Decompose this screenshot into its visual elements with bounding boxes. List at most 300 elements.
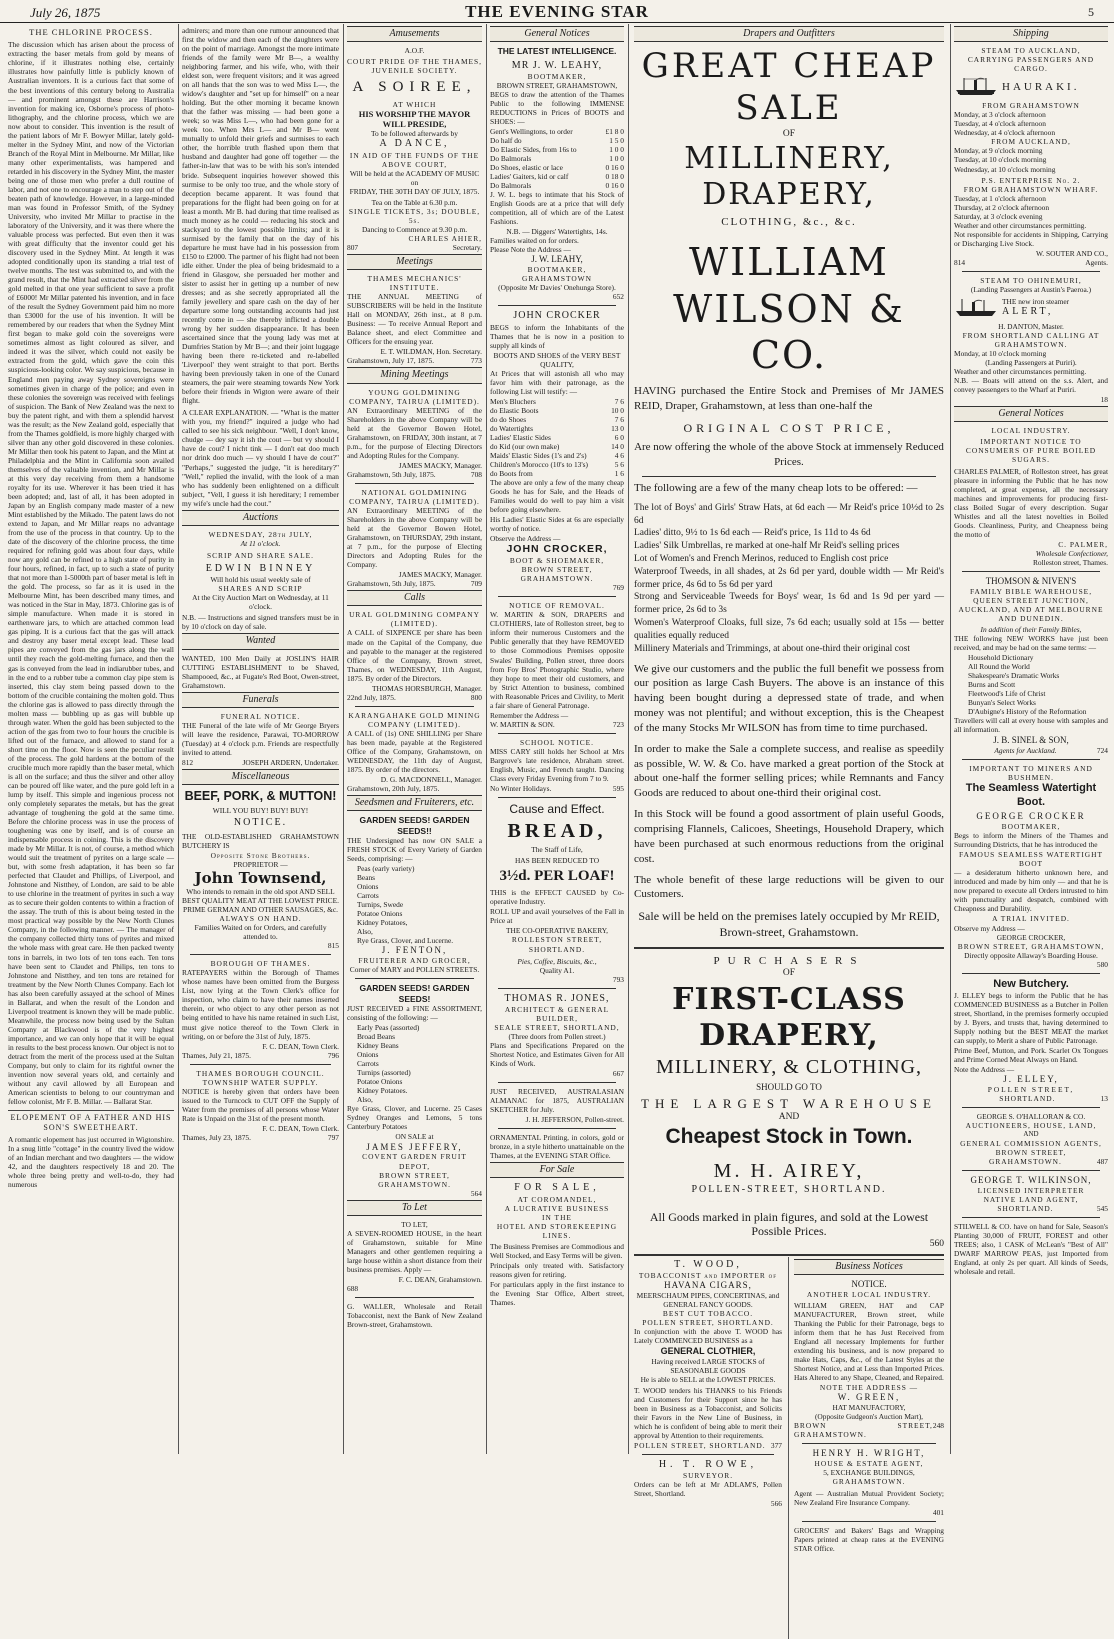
cause-heading: Cause and Effect. [509,801,605,816]
printing-ad: ORNAMENTAL Printing, in colors, gold or bronze, in a style hitherto unattainable on the Thames, at the EVENING STAR Office. [490,1133,624,1161]
price-row [490,469,624,478]
price-value: 5 6 [614,460,624,470]
price-value: 4 6 [614,451,624,461]
soiree-heading: A SOIREE, [352,79,477,96]
now-offering: Are now offering the whole of the above Stock at immensely Reduced Prices. [634,441,944,469]
price-row [490,145,624,154]
column-rule [486,24,487,1454]
removal-heading: NOTICE OF REMOVAL. [509,601,605,611]
rowe-name: H. T. ROWE, [658,1459,758,1471]
butchery-line: Families Waited on for Orders, and carefully attended to. [194,923,327,942]
weather-line: Weather and other circumstances permitting. [954,220,1087,230]
lot-item: Women's Waterproof Cloaks, full size, 7s 6d each; usually sold at 15s — better qualities equally reduced [634,618,944,641]
forsale-line: A LUCRATIVE BUSINESS [504,1203,610,1213]
young-body: AN Extraordinary MEETING of the Shareholders in the above Company will be held at the Governor Bowen Hotel, Grahamstown, on FRIDAY, 30th instant, at 7 p.m., for the purpose of Electing Directors and Adopting Rules for the Company. [347,405,482,460]
school-winter: No Winter Holidays. [490,783,552,793]
ad-number: 812 [182,757,194,767]
grocers-ad: GROCERS' and Bakers' Bags and Wrapping Papers printed at cheap rates at the EVENING STAR Office. [794,1526,944,1554]
forsale-heading: FOR SALE, [514,1182,600,1194]
wilkinson-line: SHORTLAND. [997,1204,1054,1214]
new-steamer: THE new iron steamer [1002,297,1070,307]
forsale-line: IN THE [542,1212,572,1222]
forsale-body-2: Principals only treated with. Satisfactory reasons given for retiring. [490,1260,624,1279]
schedule-list: Tuesday, at 1 o'clock afternoon Thursday, at 2 o'clock afternoon Saturday, at 3 o'clock evening [954,193,1050,221]
column-rule [628,24,629,1454]
council-heading: THAMES BOROUGH COUNCIL. [196,1068,325,1078]
wright-line: 5, EXCHANGE BUILDINGS, [823,1468,915,1478]
section-wanted: Wanted [182,633,339,649]
steam-heading: STEAM TO AUCKLAND, [981,46,1081,56]
wilson-para: In this Stock will be found a good assortment of plain useful Goods, comprising Flannels, Calicoes, Sheetings, Household Drapery, which have been purchased at such enormous reductions from the original cost. [634,808,944,865]
largest-warehouse: THE LARGEST WAREHOUSE [641,1096,937,1112]
wood-line: POLLEN STREET, SHORTLAND. [634,1441,766,1451]
young-heading: YOUNG GOLDMINING COMPANY, TAIRUA (LIMITED). [349,387,480,406]
national-date: Grahamstown, 5th July, 1875. [347,579,436,589]
jones-line: SEALE STREET, SHORTLAND, [494,1022,620,1032]
borough-date: Thames, July 21, 1875. [182,1050,251,1060]
column-1 [8,26,174,1452]
ticket-prices: SINGLE TICKETS, 3s; DOUBLE, 5s. [348,206,481,225]
crocker-line: BROWN STREET, [521,565,593,575]
ural-sig: THOMAS HORSBURGH, Manager. [371,683,482,693]
wright-agent: Agent — Australian Mutual Provident Society; New Zealand Fire Insurance Company. [794,1489,944,1508]
stilwell-ad: STILWELL & CO. have on hand for Sale, Season's Planting 30,000 of FRUIT, FOREST and other TREES; also, 1 CASK of McLean's "Best of All" DWARF MARROW PEAS, just Imported from England, at only 2s per quart. All kinds of Seeds, wholesale and retail. [954,1222,1108,1277]
ural-body: A CALL of SIXPENCE per share has been made on the Capital of the Company, due and payable to the manager at the registered Office of the Company, Brown street, Thames, on WEDNESDAY, 11th August, 1875. By order of the Directors. [347,628,482,683]
wright-name: HENRY H. WRIGHT, [812,1448,926,1459]
crocker-body-3: His Ladies' Elastic Sides at 6s are especially worthy of notice. [490,515,624,534]
auction-title: SCRIP AND SHARE SALE. [207,550,314,560]
national-heading: NATIONAL GOLDMINING COMPANY, TAIRUA (LIMITED). [349,487,480,506]
ad-number: 13 [1100,1094,1108,1104]
wood-line: POLLEN STREET, SHORTLAND. [642,1317,774,1327]
school-heading: SCHOOL NOTICE. [519,737,595,747]
ural-date: 22nd July, 1875. [347,692,396,702]
leahy-line: BOOTMAKER, [527,71,587,81]
newspaper-title: THE EVENING STAR [465,2,649,21]
enterprise-heading: P.S. ENTERPRISE No. 2. [981,175,1081,185]
schedule-list: Monday, at 9 o'clock morning Tuesday, at 10 o'clock morning Wednesday, at 10 o'clock morning [954,146,1056,174]
butchery-line: BEST QUALITY MEAT AT THE LOWEST PRICE. [182,896,339,906]
notice-heading: NOTICE. [851,1278,887,1289]
ad-number: 248 [932,1421,944,1431]
elley-note: Note the Address — [954,1065,1015,1075]
ad-number: 487 [1096,1157,1108,1167]
gc-name-2: GEORGE CROCKER, [996,932,1066,942]
mechanics-date: Grahamstown, July 17, 1875. [347,356,435,366]
thomson-body: THE following NEW WORKS have just been received, and may be had on the same terms: — [954,633,1108,652]
millinery-clothing: MILLINERY, & CLOTHING, [655,1055,923,1078]
green-name: W. GREEN, [837,1392,901,1403]
rowe-body: Orders can be left at Mr ADLAM'S, Pollen Street, Shortland. [634,1480,782,1499]
issue-date: July 26, 1875 [30,5,101,20]
thomson-line: In addition of their Family Bibles, [980,624,1082,634]
water-body: NOTICE is hereby given that orders have been issued to the Turncock to CUT OFF the Supply of Water from the premises of all persons whose Water Rate is Unpaid on the 31st of the present month. [182,1086,339,1123]
auction-time: At 11 o'clock. [240,538,281,548]
jeffery-body: JUST RECEIVED a FINE ASSORTMENT, consisting of the following: — [347,1004,482,1023]
notice-heading: NOTICE. [233,817,288,829]
almanac-ad: JUST RECEIVED, AUSTRALASIAN ALMANAC for 1875, AUSTRALIAN SKETCHER for July. [490,1087,624,1115]
price-value: 1 0 0 [609,144,624,154]
garden-seeds-heading-2: GARDEN SEEDS! GARDEN SEEDS! [359,983,470,1004]
forsale-line: HOTEL AND STOREKEEPING LINES. [496,1221,618,1240]
landing-line: (Landing Passengers at Puriri). [985,358,1077,368]
weather-line: Weather and other circumstances permitting. [954,367,1087,377]
gc-body: Begs to inform the Miners of the Thames and Surrounding Districts, that he has introduced the [954,831,1108,850]
joke-clear-explanation: A CLEAR EXPLANATION. — "What is the matter with you, my friend?" inquired a judge who had called to see his sick neighbour. "Well, I don't know, chudge — dey say it ish the cout — but vy should I have de cout? I nicht tink — I don't eat doo much nor drink doo much — vy should I have de cout?" "Perhaps," suggested the judge, "it is hereditary?" "Well," replied the invalid, with the look of a man who has suddenly been enlightened on a difficult subject, "Vell, I guess it ish hereditary; I remember my wife's uncle had the cout." [182,408,339,508]
steamship-icon [954,297,998,319]
steamship-icon [954,76,998,98]
schedule-list: Monday, at 10 o'clock morning [954,349,1047,358]
jeffery-line: COVENT GARDEN FRUIT DEPOT, [362,1152,467,1171]
having-purchased: HAVING purchased the Entire Stock and Premises of Mr JAMES REID, Draper, Grahamstown, at less than one-half the [634,385,944,413]
price-row [490,451,624,460]
leahy-line: GRAHAMSTOWN [522,274,592,284]
thomson-name: THOMSON & NIVEN'S [985,575,1077,586]
garden-seeds-heading: GARDEN SEEDS! GARDEN SEEDS!! [359,815,470,836]
section-amusements: Amusements [347,26,482,42]
price-value: 13 0 [611,423,624,433]
section-meetings: Meetings [347,254,482,270]
leahy-nb: N.B. — Diggers' Watertights, 14s. [506,227,608,237]
crocker-body: BEGS to inform the Inhabitants of the Thames that he is now in a position to supply all kinds of [490,322,624,350]
leahy-note: Please Note the Address — [490,245,571,255]
section-mining-meetings: Mining Meetings [347,367,482,383]
column-4 [490,26,624,1452]
leahy-line: (Opposite Mr Davies' Onehunga Store). [498,283,616,293]
section-seedsmen: Seedsmen and Fruiterers, etc. [347,795,482,811]
column-5 [634,26,944,1554]
wanted-ad: WANTED, 100 Men Daily at JOSLIN'S HAIR CUTTING ESTABLISHMENT to be Shaved, Shampooed, &c., at Fugate's Red Boot, Owen-street, Grahamstown. [182,653,339,690]
ohalloran-line: GENERAL COMMISSION AGENTS, [960,1138,1102,1148]
ad-number: 566 [770,1499,782,1509]
wood-ad [634,1259,782,1509]
price-value: 6 0 [614,433,624,443]
ad-number: 815 [327,941,339,951]
elley-line: SHORTLAND. [999,1094,1056,1104]
leahy-body: BEGS to draw the attention of the Thames Public to the following IMMENSE REDUCTIONS in Prices of BOOTS and SHOES: — [490,89,624,126]
crocker-name: JOHN CROCKER [513,310,601,322]
schedule-from: FROM AUCKLAND, [991,137,1071,147]
borough-heading: BOROUGH OF THAMES. [210,959,311,969]
jeffery-name: JAMES JEFFERY, [366,1141,463,1152]
proprietor-label: PROPRIETOR — [233,859,288,869]
price-row [490,163,624,172]
ad-number: 800 [470,692,482,702]
ad-number: 797 [327,1132,339,1142]
wood-name: T. WOOD, [674,1258,742,1270]
water-sig: F. C. DEAN, Town Clerk. [262,1123,339,1133]
ohalloran-line: BROWN STREET, [995,1148,1067,1157]
wood-body: In conjunction with the above T. WOOD has Lately COMMENCED BUSINESS as a [634,1326,782,1345]
ad-number: 564 [470,1188,482,1198]
elley-name: J. ELLEY, [1003,1074,1059,1085]
kara-body: A CALL of (1s) ONE SHILLING per Share has been made, payable at the Registered Office of the Company, Grahamstown, on WEDNESDAY, the 11th day of August, 1875. By order of the directors. [347,728,482,774]
lot-item: Waterproof Tweeds, in all shades, at 2s 6d per yard, double width — Mr Reid's former price, 4s 6d to 5s 6d per yard [634,566,944,590]
responsibility-line: Not responsible for accidents in Shipping, Carrying or Discharging Live Stock. [954,229,1108,248]
original-cost: ORIGINAL COST PRICE, [683,421,895,436]
leahy-name-2: J. W. LEAHY, [531,254,583,265]
soiree-line: Tea on the Table at 6.30 p.m. [371,197,458,207]
auctioneer-name: EDWIN BINNEY [205,562,316,574]
mechanics-sig: E. T. WILDMAN, Hon. Secretary. [380,347,482,357]
article-heading: THE CHLORINE PROCESS. [29,27,153,37]
secretary-title: Secretary. [452,242,482,252]
wood-body-2: T. WOOD tenders his THANKS to his Friends and Customers for their Support since he has been in Business as a Tobacconist, and Solicits their Favors in the New Line of Business, in which he is confident of being able to merit their approval by Attention to their requirements. [634,1385,782,1441]
alert-row [954,297,1108,319]
landing-line: (Landing Passengers at Austin's Paeroa.) [970,284,1092,294]
business-notices [794,1259,944,1555]
fenton-line: FRUITERER AND GROCER, [358,956,471,966]
price-value: 7 6 [614,414,624,424]
ad-number: 723 [612,719,624,729]
tolet-body: A SEVEN-ROOMED HOUSE, in the heart of Grahamstown, suitable for Mine Managers and other gentlemen requiring a large house within a short distance from their business premises. Apply — [347,1228,482,1274]
price-item: do Elastic Boots [490,405,539,415]
ad-number: 773 [470,356,482,366]
bread-line: The Staff of Life, [531,844,583,854]
jones-line: ARCHITECT & GENERAL BUILDER, [504,1004,610,1023]
ad-number: 545 [1096,1204,1108,1214]
bakery-line: SHORTLAND. [528,944,586,954]
agents-label: Agents. [1085,257,1108,267]
secretary-name: CHARLES AHIER, [408,233,482,243]
price-item: Do Shoes, elastic or lace [490,163,563,173]
master-line: H. DANTON, Master. [998,321,1064,331]
crocker-line: GRAHAMSTOWN. [520,574,594,584]
price-value: 1 6 [614,469,624,479]
national-body: AN Extraordinary MEETING of the Shareholders in the above Company will be held at the Governor Bowen Hotel, Grahamstown, on THURSDAY, 29th instant, at 7 p.m., for the purpose of Electing Directors and Adopting Rules for the Company. [347,505,482,570]
rowe-title: SURVEYOR. [682,1471,734,1481]
price-item: do Boots from [490,469,533,479]
gc-trial: A TRIAL INVITED. [992,914,1070,924]
ural-heading: URAL GOLDMINING COMPANY (LIMITED). [349,610,480,629]
price-value: 14 0 [611,442,624,452]
general-clothier: GENERAL CLOTHIER, [660,1345,756,1356]
soiree-date: FRIDAY, THE 30TH DAY OF JULY, 1875. [349,186,480,196]
elley-line: POLLEN STREET, [987,1085,1075,1095]
lot-item: The lot of Boys' and Girls' Straw Hats, at 6d each — Mr Reid's price 10½d to 2s 6d [634,502,944,526]
section-to-let: To Let [347,1200,482,1216]
airey-address: POLLEN-STREET, SHORTLAND. [691,1183,887,1195]
ad-number: 560 [929,1238,944,1249]
crocker-name-2: JOHN CROCKER, [506,543,608,556]
gc-body-2: — a desideratum hitherto unknown here, and introduced and made by him only — and that he is now prepared to execute all Orders intrusted to him with punctuality and despatch, combined with Cheapness and Durability. [954,868,1108,914]
aof: A.O.F. [404,46,425,56]
green-line: (Opposite Gudgeon's Auction Mart), [814,1412,924,1422]
ad-number: 814 [954,257,966,267]
forsale-line: AT COROMANDEL, [517,1194,597,1204]
wilkinson-name: GEORGE T. WILKINSON, [970,1175,1092,1186]
ad-number: 595 [612,783,624,793]
leahy-body-2: J. W. L. begs to intimate that his Stock of English Goods are at a price that will defy competition, all of which are of the Latest Fashions. [490,190,624,227]
william-wilson: WILLIAM WILSON & CO. [673,240,905,378]
article-body-elopement: A romantic elopement has just occurred in Wigtonshire. In a snug little "cottage" in the country lived the widow of an Indian merchant and two daughters — the widow 42, and the daughters respectively 18 and 20. The whole three being pretty and well-to-do, they had numerous [8,1134,174,1189]
jones-line: (Three doors from Pollen street.) [508,1031,606,1041]
column-rule [788,1257,789,1639]
bread-effect: THIS is the EFFECT CAUSED by Co-operative Industry. [490,888,624,907]
price-row [490,415,624,424]
price-item: Do Elastic Sides, from 16s to [490,144,577,154]
butchery-line: ALWAYS ON HAND. [219,914,302,924]
wood-line: BEST CUT TOBACCO. [662,1308,754,1318]
leahy-line: BOOTMAKER, [527,265,587,275]
new-butchery: New Butchery. [993,977,1069,990]
palmer-line: Rolleston street, Thames. [1033,557,1108,567]
schedule-from: FROM GRAHAMSTOWN [982,101,1080,111]
green-line: NOTE THE ADDRESS — [819,1383,919,1393]
funeral-body: THE Funeral of the late wife of Mr George Bryers will leave the residence, Parawai, TO-MORROW (Tuesday) at 4 o'clock p.m. Friends are respectfully invited to attend. [182,720,339,757]
of-line: OF [782,129,796,140]
schedule-list: Monday, at 3 o'clock afternoon Tuesday, at 4 o'clock afternoon Wednesday, at 4 o'clock afternoon [954,110,1056,138]
price-item: Do Balmorals [490,154,532,164]
soiree-line: AT WHICH [392,99,437,109]
price-row [490,127,624,136]
price-item: Do Balmorals [490,181,532,191]
ohalloran-line: AUCTIONEERS, HOUSE, LAND, [965,1121,1097,1131]
jeffery-extra: Rye Grass, Clover, and Lucerne. 25 Cases Sydney Oranges and Lemons, 5 tons Canterbury Potatoes [347,1104,482,1132]
ad-number: 652 [612,292,624,302]
miners-heading: IMPORTANT TO MINERS AND BUSHMEN. [969,764,1093,783]
forsale-body-3: For particulars apply in the first instance to the Evening Star Office, Albert street, Thames. [490,1279,624,1307]
tolet-sig: F. C. DEAN, Grahamstown. [398,1275,482,1285]
seed-list-2: Early Peas (assorted) Broad Beans Kidney Beans Onions Carrots Turnips (assorted) Potatoe Onions Kidney Potatoes. Also, [357,1023,420,1105]
crocker-line: At Prices that will astonish all who may favor him with their patronage, as the following List will testify: — [490,368,624,396]
soiree-line: IN AID OF THE FUNDS OF THE ABOVE COURT, [349,150,480,169]
kara-sig: D. G. MACDONNELL, Manager. [380,774,482,784]
dance-heading: A DANCE, [379,138,450,150]
ad-number: 401 [932,1508,944,1518]
souter-name: W. SOUTER AND CO., [1036,248,1108,258]
lots-intro: The following are a few of the many cheap lots to be offered: — [634,481,918,494]
green-body: WILLIAM GREEN, HAT and CAP MANUFACTURER, Brown street, while Thanking the Public for their Patronage, begs to inform them that he has Just Received from England all necessary Implements for further extending his business, and is now prepared to make Hats, Caps, &c., of the Latest Styles at the Shortest Notice, and at Less than Imported Prices. Hats Altered to any Shape, Cleaned, and Repaired. [794,1300,944,1382]
mechanics-heading: THAMES MECHANICS' INSTITUTE. [367,274,462,293]
wilkinson-line: NATIVE LAND AGENT, [983,1195,1079,1205]
price-item: Ladies' Elastic Sides [490,433,551,443]
kara-heading: KARANGAHAKE GOLD MINING COMPANY (LIMITED). [348,710,481,729]
gc-name: GEORGE CROCKER [976,811,1086,822]
price-value: 1 5 0 [609,135,624,145]
price-row [490,424,624,433]
wilson-para: We give our customers and the public the full benefit we possess from our position as large Cash Buyers. The above is an instance of this having been bought during a depressed state of trade, and when money was not plentiful; and without exception, this is the Cheapest of the many Stocks Mr WILSON has from time to time purchased. [634,662,944,734]
price-value: 10 0 [611,405,624,415]
wood-line: Having received LARGE STOCKS of SEASONABLE GOODS [651,1356,765,1375]
crocker-observe: Observe the Address — [490,534,561,544]
green-line: BROWN STREET, GRAHAMSTOWN. [794,1421,933,1440]
butchery-line: PRIME GERMAN AND OTHER SAUSAGES, &c. [182,905,338,915]
price-item: Gent's Wellingtons, to order [490,126,573,136]
wood-line: TOBACCONIST and IMPORTER of [638,1270,778,1280]
bread-heading: BREAD, [507,819,607,842]
section-business-notices: Business Notices [794,1259,944,1275]
latest-heading: THE LATEST INTELLIGENCE. [497,46,617,57]
bible-warehouse: FAMILY BIBLE WAREHOUSE, [969,586,1093,596]
hauraki-name: HAURAKI. [1002,80,1080,93]
green-line: HAT MANUFACTORY, [832,1403,906,1413]
another-industry: ANOTHER LOCAL INDUSTRY. [806,1289,932,1299]
section-drapers: Drapers and Outfitters [634,26,944,42]
wright-line: HOUSE & ESTATE AGENT, [814,1459,924,1469]
section-calls: Calls [347,590,482,606]
leahy-name: MR J. W. LEAHY, [511,59,603,71]
purchasers: PURCHASERS [713,954,865,967]
price-row [490,397,624,406]
lot-item: Millinery Materials and Trimmings, at about one-third their original cost [634,643,910,654]
column-3 [347,26,482,1452]
schedule-from: FROM GRAHAMSTOWN WHARF. [963,184,1099,194]
price-row [490,172,624,181]
section-for-sale: For Sale [490,1162,624,1178]
leahy-families: Families waited on for orders. [490,236,579,246]
bread-line: HAS BEEN REDUCED TO [514,855,600,865]
hauraki-row [954,76,1108,98]
cheapest-stock: Cheapest Stock in Town. [665,1124,913,1148]
section-miscellaneous: Miscellaneous [182,769,339,785]
auction-line: SHARES AND SCRIP [218,584,303,594]
waller-ad: G. WALLER, Wholesale and Retail Tobacconist, next the Bank of New Zealand Brown-street, Grahamstown. [347,1302,482,1330]
price-value: 1 0 0 [609,154,624,164]
wood-line: HAVANA CIGARS, [664,1279,752,1290]
first-class-drapery: FIRST-CLASS DRAPERY, [672,981,906,1054]
bread-price: 3½d. PER LOAF! [499,868,615,885]
price-value: 7 6 [614,396,624,406]
article-body: The discussion which has arisen about the process of extracting the baser metals from gold by means of chlorine, if it illustrates nothing else, certainly illustrates how painfully little is publicly known of Australian inventors. It is a curious fact that some of the best inventions of this century belong to Australia — and prominent amongst these are Harrison's invention for making ice, Osborne's process of photo-lithography, and the chlorine process, which we are now about to consider. This invention is the result of the patient labors of Mr F. Bowyer Millar, lately gold-melter in the Sydney Mint, and now of the Victorian Branch of the Royal Mint in Melbourne. Mr Millar, like many other experimentalists, was hampered and retarded in his discovery in the Sydney Mint, the master being one of those men who prefer a dull routine of labor, and not one to encourage a man to step out of the beaten path of knowledge. However, in a large-minded man was found in Professor Smith, of the Sydney University, who invited Mr Millar to practise in the laboratory of the University, and it was there where the valuable process was perfected. But even then it was with great difficulty that the inventor could get his discovery used in the Sydney Mint. At length it was adopted conditionally upon its standing a trial test of twelve months. The test was submitted to, and with the grand result, that the Mint had extracted silver from the gold melted in that one year sufficient to save a profit of £6000! Mr Millar patented his invention, and in face of the result the Sydney Government paid him no more than £3000 for the use of his invention. It will be remembered by our readers that when the Sydney Mint first began to make gold coin the sovereigns were sometimes almost as light coloured as silver, and indeed it was the silver, which could not easily be extracted from the gold, which gave the coin this suspicious-looking color. We say suspicious, because in England men paying away Sydney sovereigns were sometimes given in charge of the police; and even in these colonies the sovereign was received with feelings of suspicion. The Bank of New Zealand was the next to buy the patent right, and with them a splendid harvest was the result; as the New Zealand gold, especially that from the Thames goldfield, is more highly charged with silver than any other gold discovered in these colonies. Mr Millar then took his patent to Japan, and the Mint at Philadelphia and the Mint in California soon availed themselves of the valuable invention, and Mr Millar is at this very day receiving from them a handsome royalty for its use. Wherever it has been tried it has been adopted; and, last of all, it has been adopted in Japan by an English company made master of a new Mint established by the Mikado. The patent laws do not extend to Japan, and Mr Millar reaps no advantage from the use of the process in that country. Up to the date of the discovery of the chlorine process, the time required for refining gold was about four days, while now any gold can be refined to a high state of purity in four hours, refined, in fact, up to such a state of purity that not more than 1-5000th part of baser metal is left in the gold. The process, so far as it is used in the Melbourne Mint, has been described many times, and was noticed in the Star in May, 1873. Chlorine gas is of simple manufacture. When made it is stored in earthenware jars, to which are attached common lead gas piping. It is a curious fact that the gas will attack and destroy any baser metal except lead. These lead pipes are conveyed from the gas jars along the wall until they reach the gold-melting furnace, and then the gas is conveyed from the lead in indiarubber tubes, and in the end to a rubber tube a common clay pipe stem is inserted, this clay stem being passed down to the bottom of the crucible containing the molten gold. Thus the chlorine gas is allowed to pass directly through the molten mass — bubbling up as gas will bubble up through water. When the gold has been subjected to the action of the gas from two to four hours the crucible is lifted out of the furnace, and allowed to stand for a short time on the floor. Now is seen the peculiar result of the process. The gold hardens at the bottom of the crucible much more rapidly than the baser metal, which is all on the surface; and thus the silver and other alloy can be poured off like water, and the pure gold left in a lump by itself. This simple and ingenious process not only completely separates the metals, but has the great advantage of toughening the gold at the same time. Before the chlorine process was in use the process of toughening was one by itself, and is of course an indispensable process in coining. This is the discovery made by Mr Millar. It is not, of course, a method which would suit the treatment of pyrites on a large scale — but, with some fresh adaptation, it has been so far perfected that Claudet and Phillips, of Liverpool, and Johnstone and Nistthey, of London, are said to be able to use chlorine in the treatment of pyrites in such a way as to secure their golden contents to within a fraction of the assay. The truth of this is about being tested in the most practical way possible by the New North Clunes Company, in the following manner. — The manager of the company collected thirty tons of pyrites and mixed the whole mass with great care. He then packed twenty tons in barrels, in two lots of ten tons each. Ten tons have been sent to Claudet and Philips, ten tons to Johnstone and Nistthey, and ten tons are retained for treatment by the New North Clunes Company. Each lot has also been carefully assayed at the school of Mines in Ballarat, and when the result of the London and Liverpool treatment is known they will be made public. Meanwhile, the process now being used by the Sultan Company at Blackwood is of the very highest importance, and we can only hope that it will be equal in results to the best process known. Our object is not to detract from the merit of the process used at the Sultan Company, but only to claim for its rightful owner the invention now several years old, and certainly and without any cavil allowed by all European and American scientists to belong to our countryman and fellow colonist, Mr F. B. Millar. — Ballarat Star. [8,40,174,1107]
local-industry: LOCAL INDUSTRY. [991,426,1071,436]
removal-rem: Remember the Address — [490,710,569,720]
bakery-name: THE CO-OPERATIVE BAKERY, [506,926,608,936]
palmer-line: Wholesale Confectioner, [1035,548,1108,558]
price-item: do Watertights [490,423,533,433]
seed-list: Peas (early variety) Beans Onions Carrots Turnips, Swede Potatoe Onions Kidney Potatoes, Also, Rye Grass, Clover, and Lucerne. [357,864,454,946]
section-auctions: Auctions [182,510,339,526]
column-rule [343,24,344,1454]
ohalloran-name: GEORGE S. O'HALLORAN & CO. [976,1112,1086,1122]
butchery-line: Who intends to remain in the old spot AND SELL [186,887,335,897]
ad-number: 769 [612,583,624,593]
gc-famous: FAMOUS SEAMLESS WATERTIGHT BOOT [959,850,1103,869]
column-6 [954,26,1108,1452]
price-row [490,460,624,469]
price-item: Men's Bluchers [490,396,536,406]
crocker-line: BOOT & SHOEMAKER, [509,556,605,566]
price-row [490,154,624,163]
price-row [490,136,624,145]
and-line: AND [778,1111,800,1122]
martin-name: W. MARTIN & SON. [490,719,555,729]
price-value: 0 16 0 [605,163,624,173]
bakery-line: Pies, Coffee, Biscuits, &c., [517,956,597,966]
bakery-line: ROLLESTON STREET, [511,935,603,945]
elley-body-2: Prime Beef, Mutton, and Pork. Scarlet Ox Tongues and Prime Corned Meat Always on Hand. [954,1046,1108,1065]
butchery-location: Opposite Stone Brothers. [210,850,311,860]
young-sig: JAMES MACKY, Manager. [398,460,482,470]
alert-name: ALERT, [1002,306,1054,318]
crocker-body-2: The above are only a few of the many cheap Goods he has for Sale, and the Heads of Families would do well to pay him a visit before going elsewhere. [490,478,624,515]
section-shipping: Shipping [954,26,1108,42]
ad-number: 688 [347,1284,359,1294]
airey-name: M. H. AIREY, [713,1160,865,1183]
column-2 [182,26,339,1452]
tolet-heading: TO LET, [401,1219,428,1229]
ad-number: 793 [612,974,624,984]
soiree-line: To be followed afterwards by [371,129,458,139]
lot-item: Ladies' Silk Umbrellas, re marked at one-half Mr Reid's selling prices [634,541,900,552]
lot-item: Lot of Women's and French Merinos, reduced to English cost price [634,554,889,565]
bread-roll: ROLL UP and avail yourselves of the Fall in Price at [490,907,624,926]
mayor-line: HIS WORSHIP THE MAYOR WILL PRESIDE, [358,108,471,129]
wood-line: MEERSCHAUM PIPES, CONCERTINAS, and GENERAL FANCY GOODS. [636,1290,780,1309]
price-row [490,406,624,415]
price-item: do Kid (our own make) [490,442,560,452]
jeffery-line: BROWN STREET, GRAHAMSTOWN. [378,1170,451,1189]
